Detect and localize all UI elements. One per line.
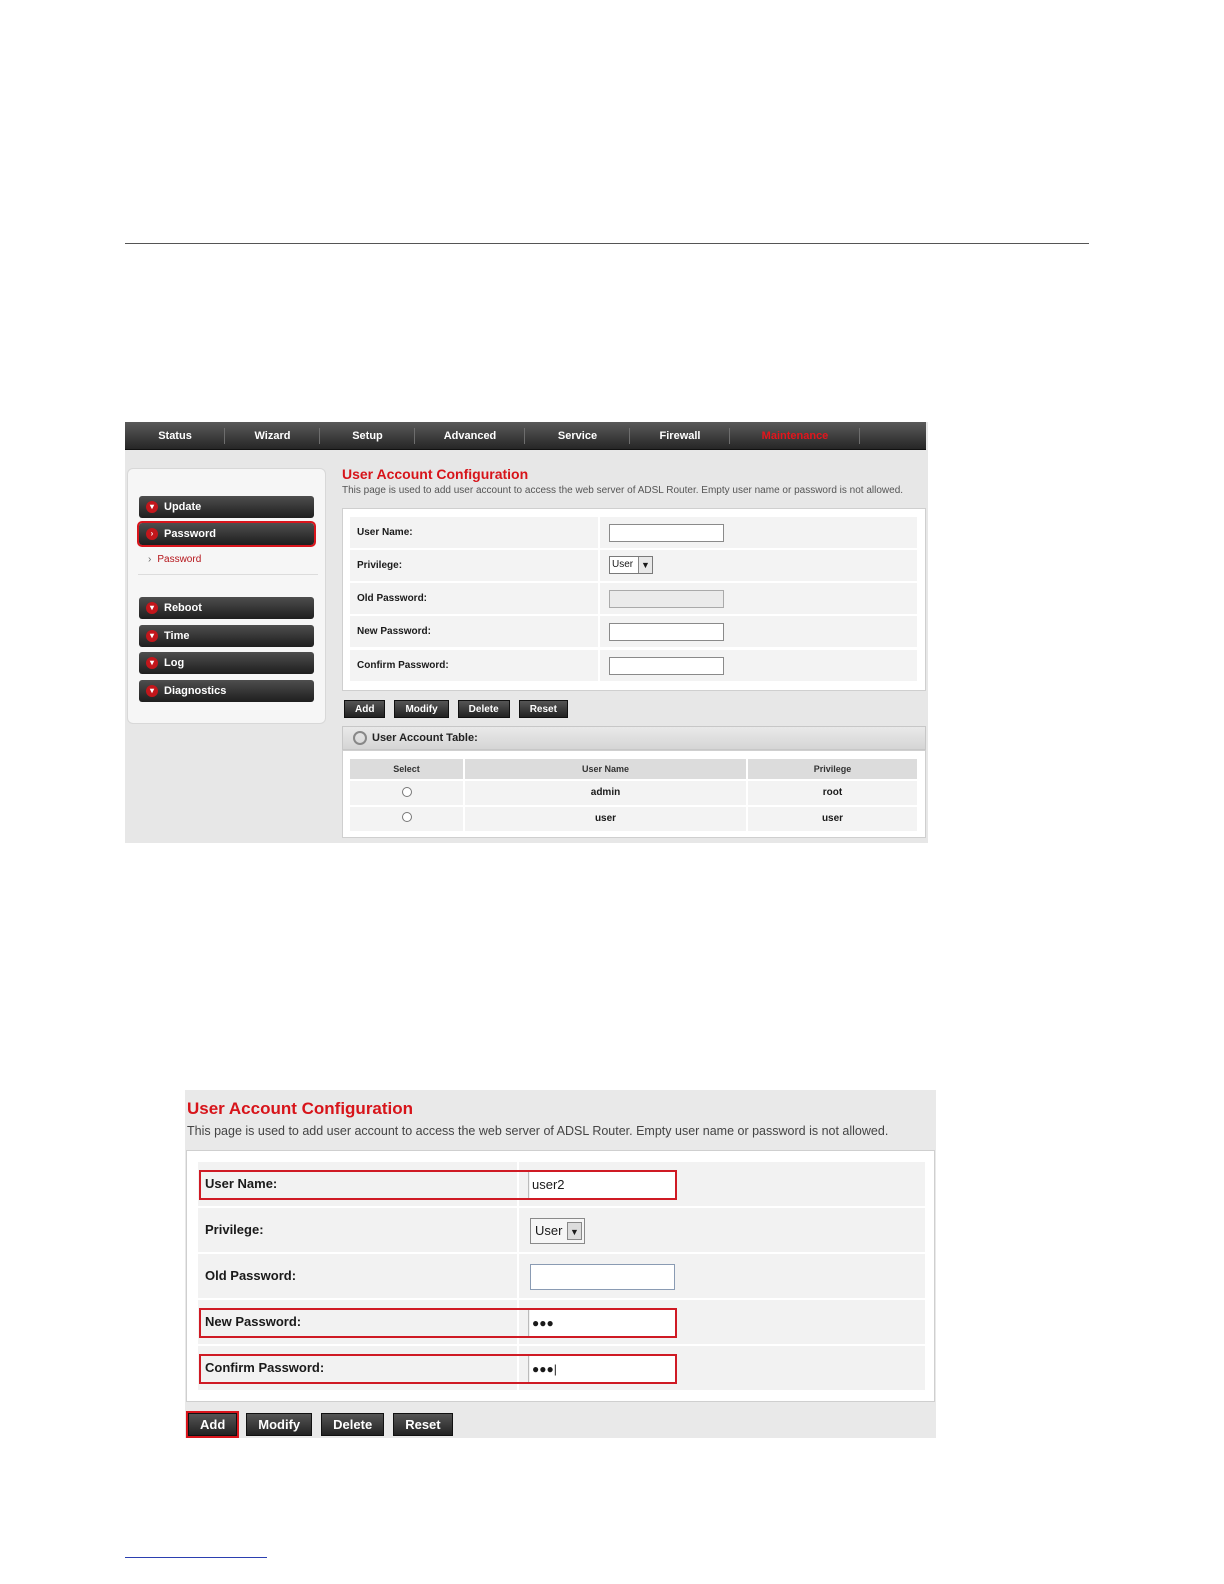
old-password-label: Old Password:	[205, 1268, 297, 1283]
old-password-input[interactable]	[530, 1264, 675, 1290]
sidebar-item-label: Password	[164, 528, 216, 540]
modify-button[interactable]: Modify	[394, 700, 448, 718]
nav-advanced[interactable]: Advanced	[415, 422, 525, 450]
sidebar	[127, 468, 326, 724]
sidebar-item-label: Reboot	[164, 602, 202, 614]
privilege-select[interactable]	[530, 1218, 585, 1244]
sidebar-item-label: Log	[164, 657, 185, 669]
chevron-down-icon: ▾	[146, 501, 158, 513]
form-row-old-password	[198, 1254, 925, 1298]
new-password-label: New Password:	[357, 626, 431, 637]
form-row-confirm-password	[350, 650, 917, 681]
form-button-bar	[344, 700, 568, 718]
sidebar-item-time[interactable]	[139, 625, 314, 647]
sidebar-divider	[138, 574, 318, 575]
top-navigation	[125, 422, 926, 450]
page-title: User Account Configuration	[187, 1099, 414, 1118]
column-header-privilege: Privilege	[748, 759, 917, 779]
form-button-bar	[188, 1413, 453, 1436]
old-password-label: Old Password:	[357, 593, 428, 604]
privilege-select-value: User	[535, 1223, 563, 1238]
chevron-down-icon: ▾	[146, 657, 158, 669]
row-separator	[517, 1254, 519, 1298]
privilege-select-value: User	[612, 559, 634, 570]
page-description: This page is used to add user account to access the web server of ADSL Router. Empty user name or password is not allowed.	[342, 485, 904, 496]
form-row-new-password	[350, 616, 917, 647]
column-header-select: Select	[350, 759, 463, 779]
column-header-user-name: User Name	[465, 759, 746, 779]
delete-button[interactable]: Delete	[321, 1413, 384, 1436]
form-row-user-name	[198, 1162, 925, 1206]
form-row-privilege	[350, 550, 917, 581]
nav-firewall[interactable]: Firewall	[630, 422, 730, 450]
form-row-privilege	[198, 1208, 925, 1252]
reset-button[interactable]: Reset	[519, 700, 568, 718]
row-separator	[517, 1208, 519, 1252]
account-table-title: User Account Table:	[372, 732, 478, 744]
account-table-header	[342, 726, 926, 750]
sidebar-item-label: Diagnostics	[164, 685, 227, 697]
table-cell-privilege: root	[748, 781, 917, 805]
row-separator	[598, 583, 600, 614]
add-button[interactable]: Add	[344, 700, 385, 718]
table-cell-privilege: user	[748, 807, 917, 831]
document-divider	[125, 243, 1089, 244]
user-name-input[interactable]	[609, 524, 724, 542]
main-content	[342, 466, 926, 824]
account-form	[342, 508, 926, 691]
form-row-old-password	[350, 583, 917, 614]
table-row-select-cell	[350, 781, 463, 805]
nav-spacer	[860, 422, 926, 450]
confirm-password-input[interactable]	[609, 657, 724, 675]
new-password-input[interactable]: ●●●	[530, 1310, 675, 1336]
chevron-down-icon: ▾	[146, 630, 158, 642]
filled-form-screenshot	[185, 1090, 936, 1438]
nav-status[interactable]: Status	[125, 422, 225, 450]
user-name-input[interactable]: user2	[530, 1172, 675, 1198]
privilege-label: Privilege:	[357, 560, 403, 571]
nav-wizard[interactable]: Wizard	[225, 422, 320, 450]
chevron-down-icon: ▾	[146, 602, 158, 614]
row-separator	[598, 550, 600, 581]
user-name-label: User Name:	[205, 1176, 278, 1191]
sidebar-item-diagnostics[interactable]	[139, 680, 314, 702]
row-separator	[528, 1356, 529, 1382]
row-separator	[598, 650, 600, 681]
page-description: This page is used to add user account to access the web server of ADSL Router. Empty user name or password is not allowed.	[187, 1124, 889, 1138]
confirm-password-input[interactable]: ●●●|	[530, 1356, 675, 1382]
sidebar-item-reboot[interactable]	[139, 597, 314, 619]
select-radio[interactable]	[402, 787, 412, 797]
table-cell-user-name: admin	[465, 781, 746, 805]
footnote-divider	[125, 1557, 267, 1558]
delete-button[interactable]: Delete	[458, 700, 510, 718]
privilege-label: Privilege:	[205, 1222, 264, 1237]
modify-button[interactable]: Modify	[246, 1413, 312, 1436]
row-separator	[528, 1172, 529, 1198]
arrow-right-icon: ›	[148, 554, 152, 565]
sidebar-item-label: Update	[164, 501, 202, 513]
new-password-label: New Password:	[205, 1314, 302, 1329]
account-table	[342, 750, 926, 838]
account-form	[186, 1150, 935, 1402]
nav-setup[interactable]: Setup	[320, 422, 415, 450]
sidebar-sublink-label: Password	[157, 554, 202, 565]
confirm-password-label: Confirm Password:	[205, 1360, 325, 1375]
row-separator	[528, 1310, 529, 1336]
form-row-user-name	[350, 517, 917, 548]
user-name-label: User Name:	[357, 527, 413, 538]
form-row-new-password	[198, 1300, 925, 1344]
chevron-down-icon: ▼	[567, 1222, 582, 1240]
reset-button[interactable]: Reset	[393, 1413, 452, 1436]
old-password-input[interactable]	[609, 590, 724, 608]
privilege-select[interactable]	[609, 556, 653, 574]
confirm-password-label: Confirm Password:	[357, 660, 449, 671]
nav-maintenance[interactable]: Maintenance	[730, 422, 860, 450]
chevron-down-icon: ▼	[638, 557, 652, 573]
chevron-right-icon: ›	[146, 528, 158, 540]
page-title: User Account Configuration	[342, 466, 529, 482]
table-cell-user-name: user	[465, 807, 746, 831]
new-password-input[interactable]	[609, 623, 724, 641]
form-row-confirm-password	[198, 1346, 925, 1390]
sidebar-item-log[interactable]	[139, 652, 314, 674]
nav-service[interactable]: Service	[525, 422, 630, 450]
add-button[interactable]: Add	[188, 1413, 237, 1436]
sidebar-item-update[interactable]	[139, 496, 314, 518]
router-admin-screenshot	[125, 422, 928, 843]
sidebar-item-password[interactable]	[139, 523, 314, 545]
sidebar-item-label: Time	[164, 630, 190, 642]
sidebar-sublink-password[interactable]	[148, 554, 201, 565]
table-row-select-cell	[350, 807, 463, 831]
row-separator	[598, 616, 600, 647]
row-separator	[598, 517, 600, 548]
gear-icon	[353, 731, 367, 745]
chevron-down-icon: ▾	[146, 685, 158, 697]
select-radio[interactable]	[402, 812, 412, 822]
